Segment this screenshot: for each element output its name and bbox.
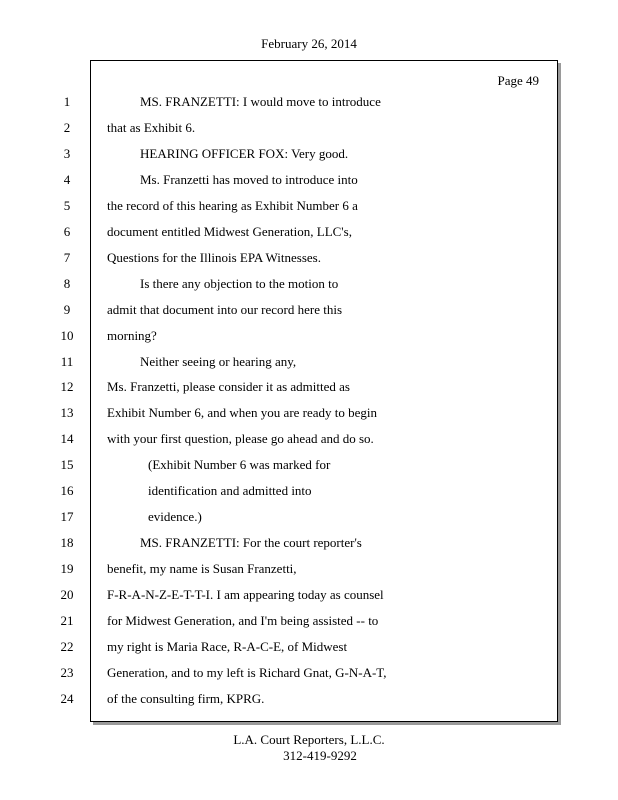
line-text: morning? (107, 328, 157, 343)
line-number: 8 (63, 276, 71, 291)
line-text: the record of this hearing as Exhibit Number 6 a (107, 198, 358, 213)
line-text: with your first question, please go ahead and do so. (107, 431, 374, 446)
line-text: HEARING OFFICER FOX: Very good. (140, 146, 349, 161)
line-number: 7 (63, 250, 71, 265)
line-text: Generation, and to my left is Richard Gnat, G-N-A-T, (107, 665, 387, 680)
line-number: 10 (60, 328, 74, 343)
line-text: Neither seeing or hearing any, (140, 354, 297, 369)
line-text: Ms. Franzetti, please consider it as admitted as (107, 379, 350, 394)
line-text: F-R-A-N-Z-E-T-T-I. I am appearing today as counsel (107, 587, 384, 602)
line-number: 6 (63, 224, 71, 239)
header-date: February 26, 2014 (261, 36, 357, 51)
line-text: document entitled Midwest Generation, LLC's, (107, 224, 352, 239)
line-number: 13 (60, 405, 74, 420)
line-text: evidence.) (148, 509, 202, 524)
line-number: 1 (63, 94, 71, 109)
line-text: Ms. Franzetti has moved to introduce into (140, 172, 358, 187)
line-number: 3 (63, 146, 71, 161)
line-text: Is there any objection to the motion to (140, 276, 339, 291)
line-number: 19 (60, 561, 74, 576)
line-text: that as Exhibit 6. (107, 120, 196, 135)
line-text: Questions for the Illinois EPA Witnesses. (107, 250, 321, 265)
line-number: 12 (60, 379, 74, 394)
line-text: for Midwest Generation, and I'm being assisted -- to (107, 613, 379, 628)
line-text: benefit, my name is Susan Franzetti, (107, 561, 297, 576)
page-number: Page 49 (497, 73, 539, 88)
line-number: 16 (60, 483, 74, 498)
line-text: of the consulting firm, KPRG. (107, 691, 265, 706)
line-number: 24 (60, 691, 74, 706)
footer-company: L.A. Court Reporters, L.L.C. (233, 732, 385, 747)
line-number: 14 (60, 431, 74, 446)
line-text: identification and admitted into (148, 483, 312, 498)
line-text: (Exhibit Number 6 was marked for (148, 457, 331, 472)
line-number: 9 (63, 302, 71, 317)
line-number: 20 (60, 587, 74, 602)
line-number: 5 (63, 198, 71, 213)
line-text: MS. FRANZETTI: For the court reporter's (140, 535, 362, 550)
line-text: Exhibit Number 6, and when you are ready to begin (107, 405, 378, 420)
line-number: 11 (60, 354, 74, 369)
line-number: 17 (60, 509, 74, 524)
line-text: my right is Maria Race, R-A-C-E, of Midwest (107, 639, 348, 654)
line-number: 22 (60, 639, 74, 654)
line-number: 2 (63, 120, 71, 135)
line-number: 23 (60, 665, 74, 680)
line-text: admit that document into our record here this (107, 302, 343, 317)
line-number: 18 (60, 535, 74, 550)
line-text: MS. FRANZETTI: I would move to introduce (140, 94, 381, 109)
line-number: 15 (60, 457, 74, 472)
footer-phone: 312-419-9292 (283, 748, 357, 763)
line-number: 4 (63, 172, 71, 187)
line-number: 21 (60, 613, 74, 628)
